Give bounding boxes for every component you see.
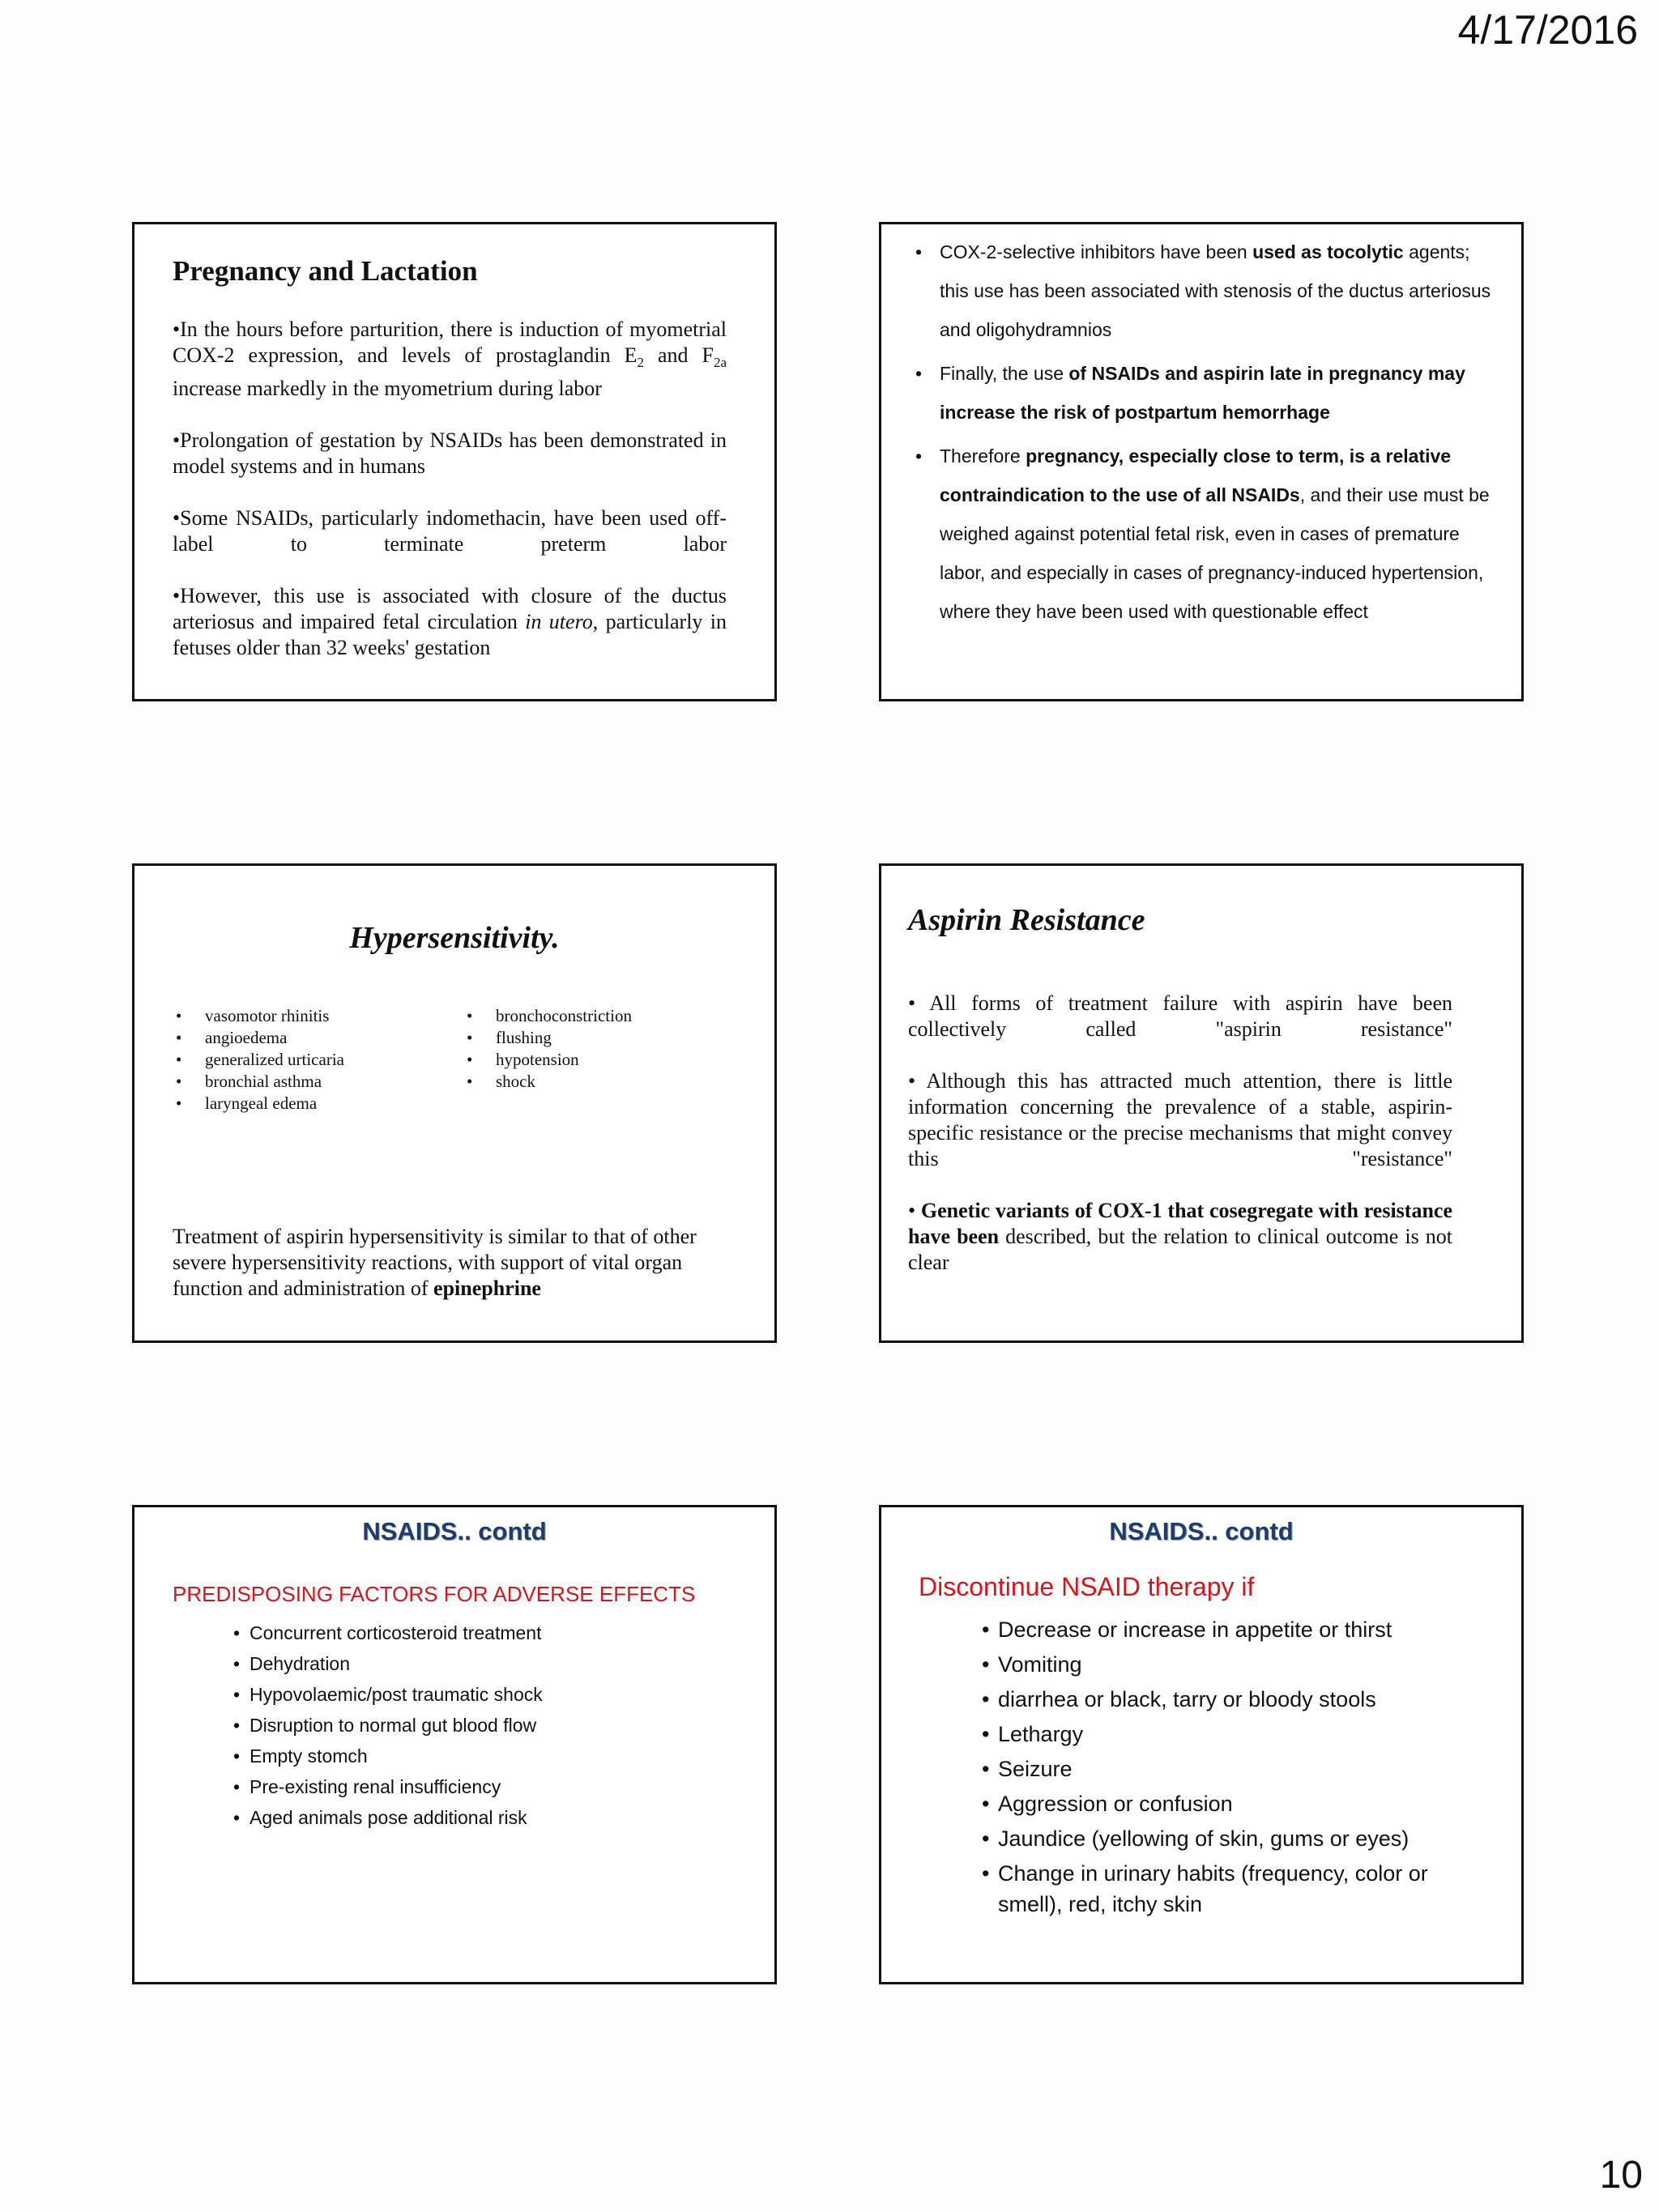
text-run: COX-2-selective inhibitors have been [940, 241, 1253, 262]
slide-hypersensitivity [132, 863, 777, 1343]
bold-text: of NSAIDs and aspirin late in pregnancy may increase the risk of postpartum hemorrhage [940, 363, 1465, 423]
subscript: 2 [637, 355, 644, 371]
text-run: Treatment of aspirin hypersensitivity is similar to that of other severe hypersensitivity reactions, with support of vital organ function and administration of [173, 1225, 697, 1300]
list-item: • bronchial asthma [176, 1071, 443, 1093]
list-item: • Disruption to normal gut blood flow [233, 1710, 543, 1741]
list-item: • Change in urinary habits (frequency, color or smell), red, itchy skin [982, 1858, 1468, 1920]
slide-title: NSAIDS.. contd [362, 1517, 547, 1545]
list-item: • Pre-existing renal insufficiency [233, 1771, 543, 1802]
section-heading: Discontinue NSAID therapy if [919, 1572, 1255, 1601]
bold-text: pregnancy, especially close to term, is a relative contraindication to the use of all NSAIDs [940, 445, 1452, 505]
bullet-list [982, 1614, 1468, 1924]
list-item: • angioedema [176, 1027, 443, 1049]
slide-discontinue-therapy [879, 1505, 1524, 1984]
list-item: • Aged animals pose additional risk [233, 1802, 543, 1833]
bullet-list [912, 232, 1495, 636]
list-item: • shock [467, 1071, 734, 1093]
list-item: • Dehydration [233, 1648, 543, 1679]
list-item: • Aggression or confusion [982, 1788, 1468, 1819]
list-item: • laryngeal edema [176, 1093, 443, 1115]
text-run: increase markedly in the myometrium during labor [173, 377, 602, 401]
paragraph: • Although this has attracted much attention, there is little information concerning the prevalence of a stable, aspirin-specific resistance or the precise mechanisms that might convey this "resistance" [908, 1069, 1452, 1170]
list-item: • Empty stomch [233, 1741, 543, 1771]
page-number: 10 [1599, 2154, 1643, 2197]
handout-date: 4/17/2016 [1457, 7, 1638, 53]
list-item: • Lethargy [982, 1719, 1468, 1750]
text-run: described, but the relation to clinical outcome is not clear [908, 1225, 1453, 1274]
list-item: • vasomotor rhinitis [176, 1005, 443, 1027]
list-item: • diarrhea or black, tarry or bloody stools [982, 1684, 1468, 1715]
text-run: , particularly in fetuses older than 32 weeks' gestation [173, 610, 727, 660]
list-item: • Decrease or increase in appetite or thirst [982, 1614, 1468, 1645]
slide-title: Pregnancy and Lactation [173, 255, 478, 287]
slide-title: NSAIDS.. contd [1109, 1517, 1294, 1545]
list-item: • bronchoconstriction [467, 1005, 734, 1027]
text-run: Finally, the use [940, 363, 1069, 384]
list-item: • hypotension [467, 1049, 734, 1071]
list-item: • Seizure [982, 1754, 1468, 1784]
bullet-list [233, 1617, 543, 1833]
symptom-list-left [176, 1005, 443, 1115]
slide-title: Hypersensitivity. [349, 921, 560, 955]
list-item: • Concurrent corticosteroid treatment [233, 1617, 543, 1648]
slide-cox2-pregnancy [879, 222, 1524, 701]
bold-text: used as tocolytic [1252, 241, 1404, 262]
text-run: Therefore [940, 445, 1026, 467]
slide-body [173, 317, 727, 687]
list-item [912, 437, 1495, 631]
list-item [912, 232, 1495, 349]
paragraph [173, 317, 727, 402]
paragraph [908, 1198, 1452, 1276]
text-run: •However, this use is associated with closure of the ductus arteriosus and impaired fetal circulation [173, 584, 727, 634]
list-item: • Vomiting [982, 1649, 1468, 1680]
text-run: agents; this use has been associated with stenosis of the ductus arteriosus and oligohydramnios [940, 241, 1491, 340]
bold-text: Genetic variants of COX-1 that cosegregate with resistance have been [908, 1199, 1453, 1248]
list-item: • flushing [467, 1027, 734, 1049]
list-item: • generalized urticaria [176, 1049, 443, 1071]
text-run: and F [643, 343, 714, 367]
slide-pregnancy-lactation [132, 222, 777, 701]
paragraph: • All forms of treatment failure with aspirin have been collectively called "aspirin resistance" [908, 991, 1452, 1041]
text-run: •In the hours before parturition, there is induction of myometrial COX-2 expression, and levels of prostaglandin E [173, 318, 727, 367]
paragraph: •Prolongation of gestation by NSAIDs has been demonstrated in model systems and in humans [173, 428, 727, 479]
paragraph [173, 583, 727, 661]
symptom-list-right [467, 1005, 734, 1093]
paragraph: •Some NSAIDs, particularly indomethacin, have been used off-label to terminate preterm labor [173, 506, 727, 556]
slide-aspirin-resistance [879, 863, 1524, 1343]
slide-predisposing-factors [132, 1505, 777, 1984]
bold-text: epinephrine [433, 1276, 541, 1300]
italic-text: in utero [525, 610, 593, 634]
list-item [912, 354, 1495, 432]
section-heading: PREDISPOSING FACTORS FOR ADVERSE EFFECTS [173, 1582, 696, 1606]
slide-title: Aspirin Resistance [908, 903, 1145, 937]
subscript: 2a [713, 355, 727, 371]
text-run: • [908, 1199, 921, 1222]
slide-body [908, 991, 1452, 1302]
list-item: • Hypovolaemic/post traumatic shock [233, 1679, 543, 1710]
treatment-paragraph [173, 1224, 740, 1302]
text-run: , and their use must be weighed against potential fetal risk, even in cases of premature labor, and especially in cases of pregnancy-induced hypertension, where they have been used with questionable effect [940, 484, 1490, 622]
list-item: • Jaundice (yellowing of skin, gums or eyes) [982, 1823, 1468, 1854]
